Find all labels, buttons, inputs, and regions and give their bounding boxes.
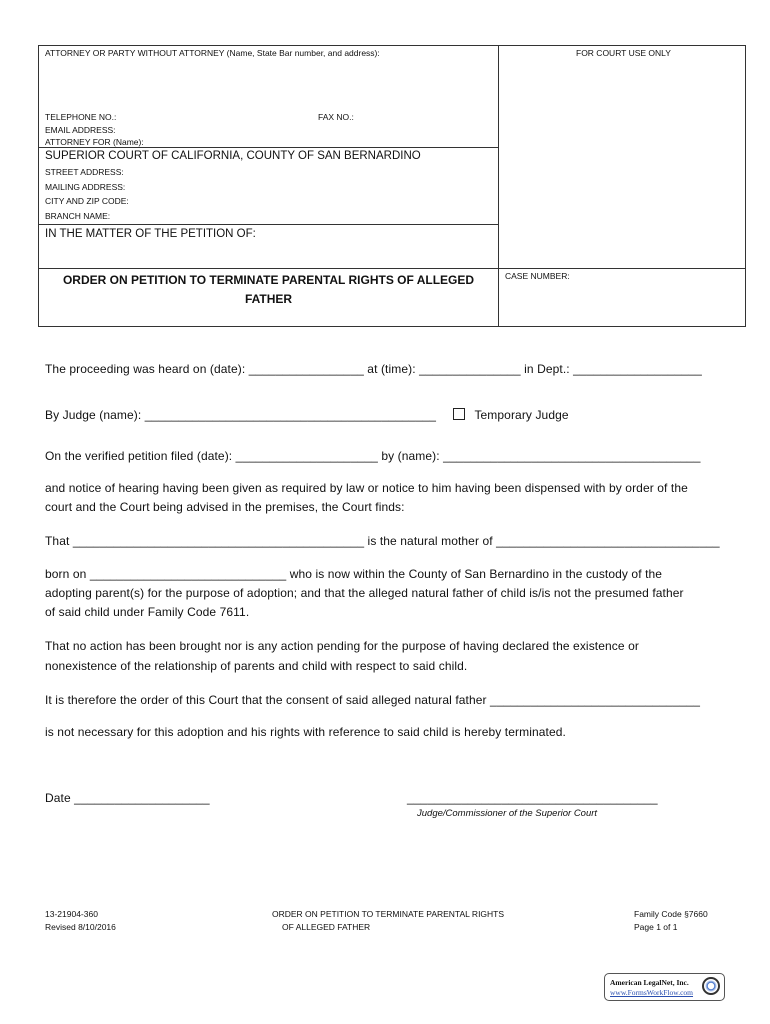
- natural-mother-line: That ___________________________________________ is the natural mother of _________________________________: [45, 534, 720, 548]
- temporary-judge-label: Temporary Judge: [474, 408, 569, 422]
- court-section-bottom: [38, 224, 499, 225]
- form-title-line2: FATHER: [244, 292, 293, 306]
- judge-name-line: By Judge (name): ___________________________________________: [45, 408, 437, 422]
- petition-filed-line: On the verified petition filed (date): _____________________ by (name): ______________________________________: [45, 449, 701, 463]
- born-line-3: of said child under Family Code 7611.: [45, 605, 250, 619]
- page-number: Page 1 of 1: [634, 922, 678, 932]
- no-action-line-1: That no action has been brought nor is any action pending for the purpose of having declared the existence or: [45, 639, 639, 653]
- footer-title-line2: OF ALLEGED FATHER: [282, 922, 371, 932]
- attorney-label: ATTORNEY OR PARTY WITHOUT ATTORNEY (Name, State Bar number, and address):: [45, 48, 380, 58]
- caption-divider: [498, 45, 499, 327]
- temporary-judge-checkbox[interactable]: [453, 408, 465, 420]
- street-address-label: STREET ADDRESS:: [45, 167, 124, 177]
- temporary-judge-option: [453, 406, 569, 425]
- form-title-line1: ORDER ON PETITION TO TERMINATE PARENTAL RIGHTS OF ALLEGED: [62, 273, 475, 287]
- hearing-date-line: The proceeding was heard on (date): _________________ at (time): _______________ in Dept.: ___________________: [45, 362, 702, 376]
- rights-terminated-line: is not necessary for this adoption and his rights with reference to said child is hereby terminated.: [45, 725, 566, 739]
- court-name: SUPERIOR COURT OF CALIFORNIA, COUNTY OF SAN BERNARDINO: [45, 150, 421, 162]
- footer-title-line1: ORDER ON PETITION TO TERMINATE PARENTAL RIGHTS: [272, 909, 505, 919]
- judge-signature-caption: Judge/Commissioner of the Superior Court: [417, 808, 598, 819]
- case-number-label: CASE NUMBER:: [505, 271, 570, 281]
- mailing-address-label: MAILING ADDRESS:: [45, 182, 126, 192]
- notice-line-1: and notice of hearing having been given as required by law or notice to him having been dispensed with by order of the: [45, 481, 688, 495]
- judge-signature-line: _____________________________________: [407, 791, 658, 805]
- notice-line-2: court and the Court being advised in the premises, the Court finds:: [45, 500, 405, 514]
- title-section-top: [38, 268, 746, 269]
- logo-seal-icon: [702, 977, 720, 995]
- court-use-label: FOR COURT USE ONLY: [576, 48, 671, 58]
- telephone-label: TELEPHONE NO.:: [45, 112, 117, 122]
- order-consent-line: It is therefore the order of this Court that the consent of said alleged natural father _______________________________: [45, 693, 701, 707]
- email-label: EMAIL ADDRESS:: [45, 125, 116, 135]
- family-code: Family Code §7660: [634, 909, 708, 919]
- revised-date: Revised 8/10/2016: [45, 922, 116, 932]
- branch-name-label: BRANCH NAME:: [45, 211, 111, 221]
- fax-label: FAX NO.:: [318, 112, 354, 122]
- form-number: 13-21904-360: [45, 909, 98, 919]
- logo-name: American LegalNet, Inc.: [610, 978, 689, 987]
- matter-label: IN THE MATTER OF THE PETITION OF:: [45, 228, 256, 240]
- born-line-2: adopting parent(s) for the purpose of adoption; and that the alleged natural father of child is/is not the presumed father: [45, 586, 684, 600]
- legalnet-logo[interactable]: [604, 973, 725, 1001]
- attorney-for-label: ATTORNEY FOR (Name):: [45, 137, 144, 147]
- logo-url[interactable]: www.FormsWorkFlow.com: [610, 988, 694, 997]
- born-line-1: born on _____________________________ who is now within the County of San Bernardino in the custody of the: [45, 567, 663, 581]
- no-action-line-2: nonexistence of the relationship of parents and child with respect to said child.: [45, 659, 468, 673]
- city-zip-label: CITY AND ZIP CODE:: [45, 196, 129, 206]
- form-title: [39, 271, 498, 309]
- date-signature-line: Date ____________________: [45, 791, 210, 805]
